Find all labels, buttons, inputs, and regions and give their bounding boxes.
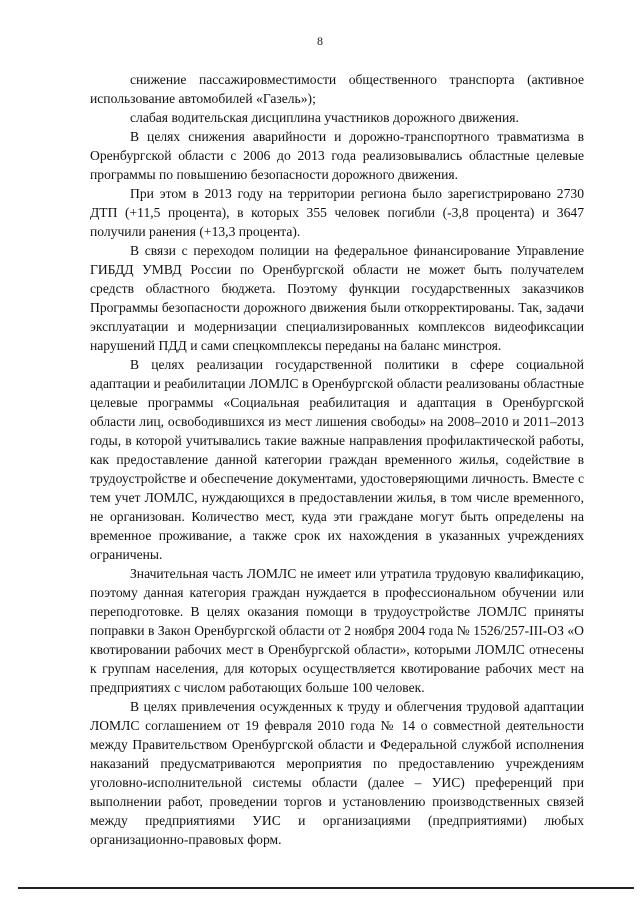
paragraph-6: В целях реализации государственной политики в сфере социальной адаптации и реабилитации ЛОМЛС в Оренбургской области реализованы областные целевые программы «Социальная реабилитация и адаптация в Оренбургской области лиц, освободившихся из мест лишения свободы» на 2008–2010 и 2011–2013 годы, в которой учитывались такие важные направления профилактической работы, как предоставление данной категории граждан временного жилья, содействие в трудоустройстве и обеспечение документами, удостоверяющими личность. Вместе с тем учет ЛОМЛС, нуждающихся в предоставлении жилья, в том числе временного, не организован. Количество мест, куда эти граждане могут быть определены на временное проживание, а также срок их нахождения в указанных учреждениях ограничены. bbox=[90, 357, 584, 562]
paragraph-3: В целях снижения аварийности и дорожно-транспортного травматизма в Оренбургской области с 2006 до 2013 года реализовывались областные целевые программы по повышению безопасности дорожного движения. bbox=[90, 129, 584, 182]
document-body bbox=[90, 70, 584, 849]
paragraph-1: снижение пассажировместимости общественного транспорта (активное использование автомобилей «Газель»); bbox=[90, 72, 584, 106]
paragraph-8: В целях привлечения осужденных к труду и облегчения трудовой адаптации ЛОМЛС соглашением от 19 февраля 2010 года № 14 о совместной деятельности между Правительством Оренбургской области и Федеральной службой исполнения наказаний предусматриваются мероприятия по предоставлению учреждениям уголовно-исполнительной системы области (далее – УИС) преференций при выполнении работ, проведении торгов и установлению производственных связей между предприятиями УИС и организациями (предприятиями) любых организационно-правовых форм. bbox=[90, 699, 584, 847]
paragraph-7: Значительная часть ЛОМЛС не имеет или утратила трудовую квалификацию, поэтому данная категория граждан нуждается в профессиональном обучении или переподготовке. В целях оказания помощи в трудоустройстве ЛОМЛС приняты поправки в Закон Оренбургской области от 2 ноября 2004 года № 1526/257-III-ОЗ «О квотировании рабочих мест в Оренбургской области», которыми ЛОМЛС отнесены к группам населения, для которых осуществляется квотирование рабочих мест на предприятиях с числом работающих больше 100 человек. bbox=[90, 566, 584, 695]
paragraph-2: слабая водительская дисциплина участников дорожного движения. bbox=[130, 110, 519, 125]
paragraph-4: При этом в 2013 году на территории региона было зарегистрировано 2730 ДТП (+11,5 процента), в которых 355 человек погибли (-3,8 процента) и 3647 получили ранения (+13,3 процента). bbox=[90, 186, 584, 239]
paragraph-5: В связи с переходом полиции на федеральное финансирование Управление ГИБДД УМВД России по Оренбургской области не может быть получателем средств областного бюджета. Поэтому функции государственных заказчиков Программы безопасности дорожного движения были откорректированы. Так, задачи эксплуатации и модернизации специализированных комплексов видеофиксации нарушений ПДД и сами спецкомплексы переданы на баланс минстроя. bbox=[90, 243, 584, 353]
page-bottom-border bbox=[18, 887, 634, 889]
page-number: 8 bbox=[317, 34, 323, 48]
